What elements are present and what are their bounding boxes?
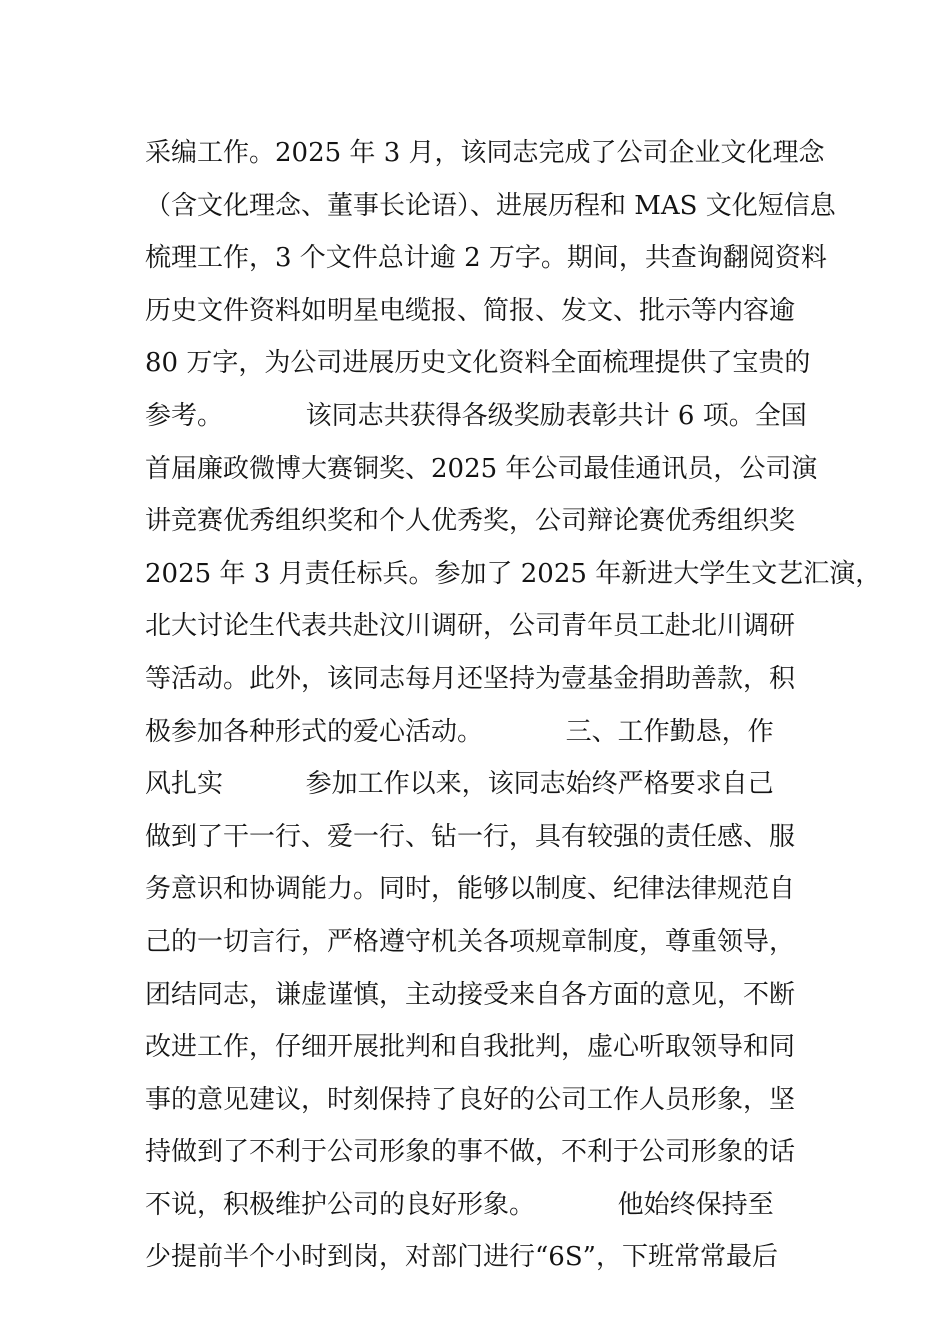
text-line: 北大讨论生代表共赴汶川调研，公司青年员工赴北川调研 xyxy=(145,611,796,642)
text-line: 2025 年 3 月责任标兵。参加了 2025 年新进大学生文艺汇演， xyxy=(145,558,882,589)
text-line: 少提前半个小时到岗，对部门进行“6S”，下班常常最后 xyxy=(145,1242,778,1273)
text-line: 做到了干一行、爱一行、钻一行，具有较强的责任感、服 xyxy=(145,821,796,852)
text-line: 团结同志，谦虚谨慎，主动接受来自各方面的意见，不断 xyxy=(145,979,796,1010)
text-line: 历史文件资料如明星电缆报、简报、发文、批示等内容逾 xyxy=(145,295,796,326)
text-line: 不说，积极维护公司的良好形象。 他始终保持至 xyxy=(145,1189,774,1220)
text-line: 事的意见建议，时刻保持了良好的公司工作人员形象，坚 xyxy=(145,1084,796,1115)
text-line: 80 万字，为公司进展历史文化资料全面梳理提供了宝贵的 xyxy=(145,348,811,379)
text-line: 己的一切言行，严格遵守机关各项规章制度，尊重领导， xyxy=(145,926,796,957)
text-line: （含文化理念、董事长论语）、进展历程和 MAS 文化短信息 xyxy=(145,190,836,221)
text-line: 极参加各种形式的爱心活动。 三、工作勤恳，作 xyxy=(145,716,774,747)
text-line: 等活动。此外，该同志每月还坚持为壹基金捐助善款，积 xyxy=(145,663,796,694)
text-line: 采编工作。2025 年 3 月，该同志完成了公司企业文化理念 xyxy=(145,138,825,168)
text-line: 讲竞赛优秀组织奖和个人优秀奖，公司辩论赛优秀组织奖 xyxy=(145,506,796,537)
text-line: 持做到了不利于公司形象的事不做，不利于公司形象的话 xyxy=(145,1137,796,1168)
text-line: 改进工作，仔细开展批判和自我批判，虚心听取领导和同 xyxy=(145,1032,796,1063)
text-line: 务意识和协调能力。同时，能够以制度、纪律法律规范自 xyxy=(145,874,796,905)
text-line: 风扎实 参加工作以来，该同志始终严格要求自己 xyxy=(145,769,774,800)
body-text xyxy=(145,127,882,1284)
text-line: 梳理工作，3 个文件总计逾 2 万字。期间，共查询翻阅资料 xyxy=(145,243,827,274)
text-line: 首届廉政微博大赛铜奖、2025 年公司最佳通讯员，公司演 xyxy=(145,453,818,484)
text-line: 参考。 该同志共获得各级奖励表彰共计 6 项。全国 xyxy=(145,400,807,431)
